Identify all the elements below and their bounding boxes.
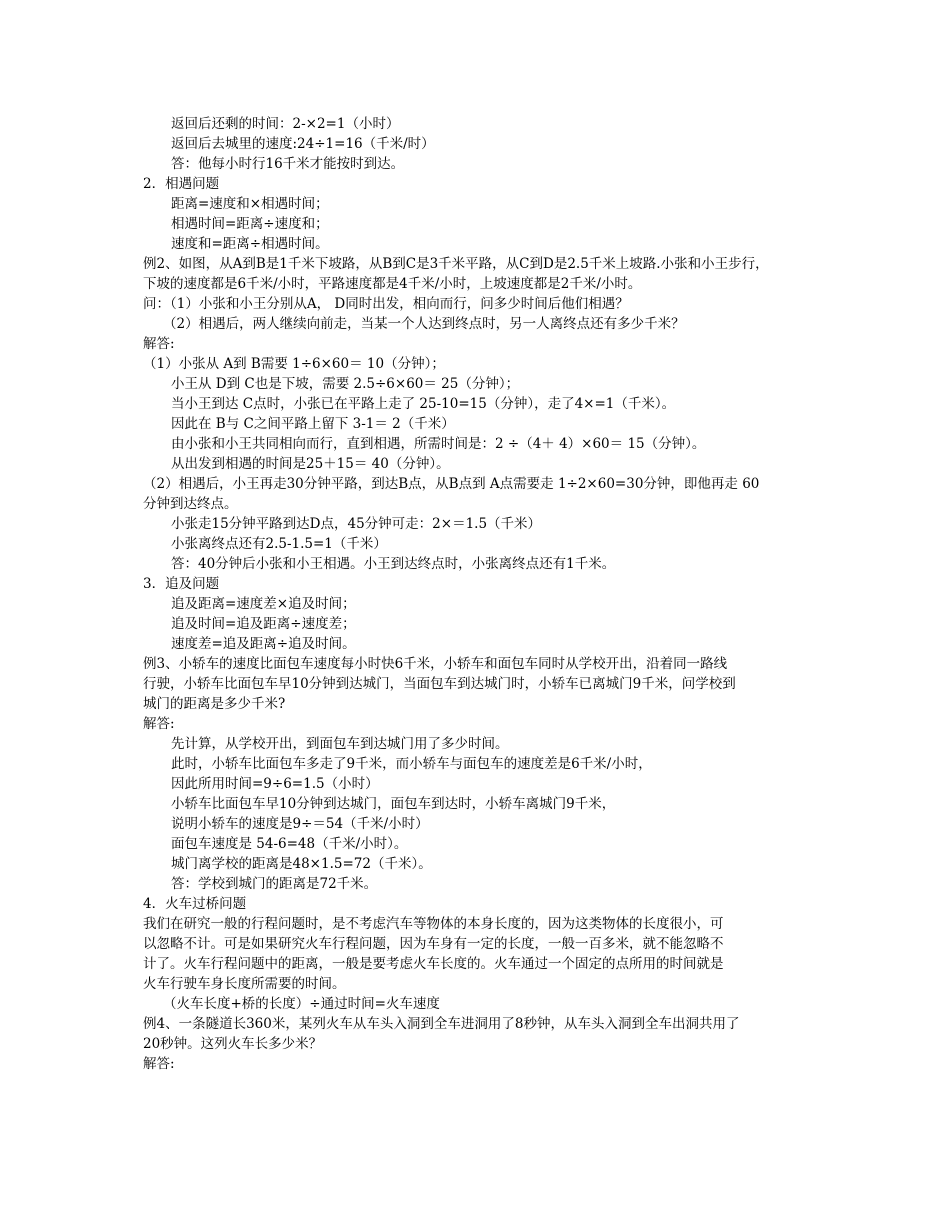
text-line: 解答: [143,336,175,352]
text-line: （2）相遇后，两人继续向前走，当某一个人达到终点时，另一人离终点还有多少千米？ [163,316,685,332]
text-line: 小王从 D到 C也是下坡，需要 2.5÷6×60＝ 25（分钟）； [171,376,520,392]
text-line: 城门的距离是多少千米? [143,696,286,712]
formula-line: （火车长度+桥的长度）÷通过时间=火车速度 [163,996,440,1012]
text-line: 例4、一条隧道长360米，某列火车从车头入洞到全车进洞用了8秒钟，从车头入洞到全车出洞共用了 [143,1016,740,1032]
text-line: 问：（1）小张和小王分别从A， D同时出发，相向而行，问多少时间后他们相遇？ [143,296,629,312]
text-line: 20秒钟。这列火车长多少米？ [143,1036,323,1052]
text-line: 城门离学校的距离是48×1.5=72（千米）。 [171,856,432,872]
text-line: 返回后还剩的时间：2-×2=1（小时） [171,116,400,132]
text-line: （2）相遇后，小王再走30分钟平路，到达B点，从B点到 A点需要走 1÷2×60=30分钟，即他再走 60 [143,476,760,492]
text-line: 以忽略不计。可是如果研究火车行程问题，因为车身有一定的长度，一般一百多米，就不能忽略不 [143,936,724,952]
text-line: 解答: [143,1056,175,1072]
text-line: 解答: [143,716,175,732]
text-line: 追及时间=追及距离÷速度差； [171,616,356,632]
text-line: 答：他每小时行16千米才能按时到达。 [171,156,405,172]
text-line: 当小王到达 C点时，小张已在平路上走了 25-10=15（分钟），走了4×=1（千米）。 [171,396,676,412]
text-line: 因此所用时间=9÷6=1.5（小时） [171,776,379,792]
text-line: 分钟到达终点。 [143,496,238,512]
text-line: 小张走15分钟平路到达D点，45分钟可走：2×＝1.5（千米） [171,516,542,532]
section-heading: 2．相遇问题 [143,176,220,192]
text-line: 例3、小轿车的速度比面包车速度每小时快6千米，小轿车和面包车同时从学校开出，沿着同一路线 [143,656,728,672]
text-line: 我们在研究一般的行程问题时，是不考虑汽车等物体的本身长度的，因为这类物体的长度很小，可 [143,916,724,932]
text-line: 从出发到相遇的时间是25＋15＝ 40（分钟）。 [171,456,450,472]
text-line: 答：学校到城门的距离是72千米。 [171,876,378,892]
text-line: 距离=速度和×相遇时间； [171,196,329,212]
text-line: （1）小张从 A到 B需要 1÷6×60＝ 10（分钟）； [143,356,445,372]
text-line: 火车行驶车身长度所需要的时间。 [143,976,346,992]
text-line: 答：40分钟后小张和小王相遇。小王到达终点时，小张离终点还有1千米。 [171,556,616,572]
text-line: 速度差=追及距离÷追及时间。 [171,636,356,652]
section-heading: 3．追及问题 [143,576,220,592]
text-line: 由小张和小王共同相向而行，直到相遇，所需时间是：2 ÷（4＋ 4）×60＝ 15（分钟）。 [171,436,706,452]
text-line: 行驶，小轿车比面包车早10分钟到达城门，当面包车到达城门时，小轿车已离城门9千米，问学校到 [143,676,736,692]
text-line: 小轿车比面包车早10分钟到达城门，面包车到达时，小轿车离城门9千米， [171,796,616,812]
text-line: 下坡的速度都是6千米/小时，平路速度都是4千米/小时，上坡速度都是2千米/小时。 [143,276,642,292]
text-line: 返回后去城里的速度:24÷1=16（千米/时） [171,136,435,152]
text-line: 速度和=距离÷相遇时间。 [171,236,329,252]
text-line: 小张离终点还有2.5-1.5=1（千米） [171,536,387,552]
text-line: 此时，小轿车比面包车多走了9千米，而小轿车与面包车的速度差是6千米/小时， [171,756,652,772]
section-heading: 4．火车过桥问题 [143,896,247,912]
text-line: 相遇时间=距离÷速度和； [171,216,329,232]
text-line: 追及距离=速度差×追及时间； [171,596,356,612]
text-line: 说明小轿车的速度是9÷＝54（千米/小时） [171,816,429,832]
text-line: 计了。火车行程问题中的距离，一般是要考虑火车长度的。火车通过一个固定的点所用的时间就是 [143,956,724,972]
text-line: 先计算，从学校开出，到面包车到达城门用了多少时间。 [171,736,509,752]
text-line: 例2、如图，从A到B是1千米下坡路，从B到C是3千米平路，从C到D是2.5千米上坡路.小张和小王步行， [143,256,769,272]
text-line: 面包车速度是 54-6=48（千米/小时）。 [171,836,408,852]
text-line: 因此在 B与 C之间平路上留下 3-1＝ 2（千米） [171,416,455,432]
